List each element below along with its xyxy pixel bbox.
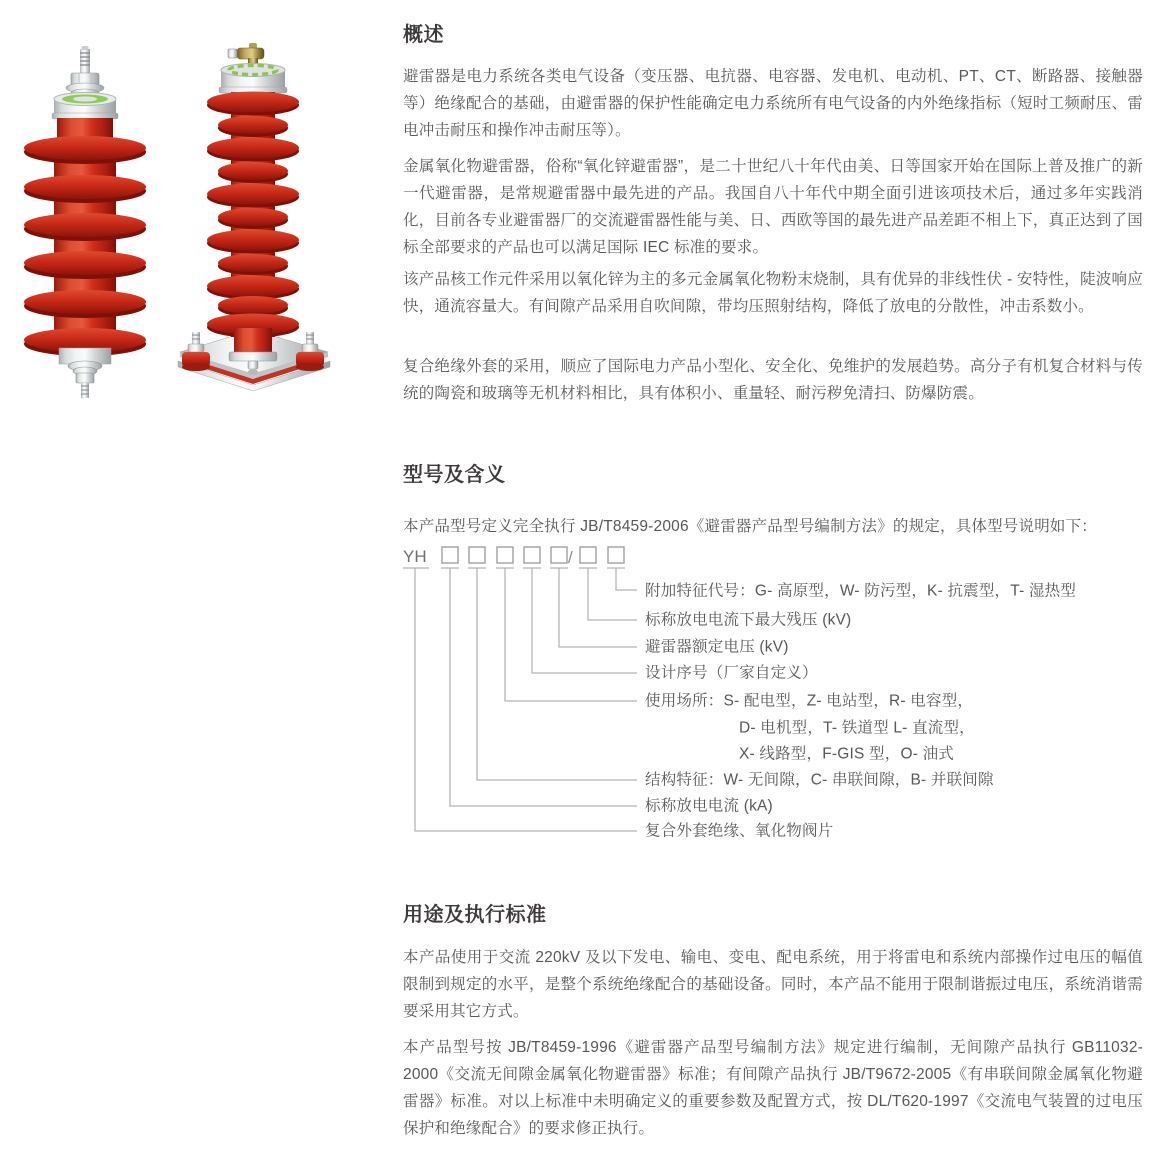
usage-paragraph: 本产品使用于交流 220kV 及以下发电、输电、变电、配电系统，用于将雷电和系统内部操作过电压的幅值限制到规定的水平，是整个系统绝缘配合的基础设备。同时，本产品不能用于限制谐振过电压，系统消谐需要采用其它方式。	[403, 949, 1143, 1020]
overview-paragraph: 该产品核工作元件采用以氧化锌为主的多元金属氧化物粉末烧制，具有优异的非线性伏 - 安特性，陡波响应快，通流容量大。有间隙产品采用自吹间隙，带均压照射结构，降低了放电的分散性，冲击系数小。	[403, 271, 1143, 315]
model-legend-label: D- 电机型，T- 铁道型 L- 直流型，	[739, 719, 975, 737]
model-code-box	[497, 547, 513, 563]
model-code-diagram	[400, 543, 1145, 845]
model-code-box	[442, 547, 458, 563]
right-arrester-image	[178, 43, 330, 391]
overview-paragraph: 金属氧化物避雷器，俗称“氧化锌避雷器”，是二十世纪八十年代由美、日等国家开始在国际上普及推广的新一代避雷器，是常规避雷器中最先进的产品。我国自八十年代中期全面引进该项技术后，通过多年实践消化，目前各专业避雷器厂的交流避雷器性能与美、日、西欧等国的最先进产品差距不相上下，真正达到了国标全部要求的产品也可以满足国际 IEC 标准的要求。	[403, 158, 1143, 256]
model-legend-label: 附加特征代号：G- 高原型，W- 防污型，K- 抗震型，T- 湿热型	[645, 582, 1077, 600]
model-code-separator: /	[568, 548, 573, 567]
model-code-prefix: YH	[403, 547, 427, 566]
model-legend-label: 结构特征：W- 无间隙，C- 串联间隙，B- 并联间隙	[645, 771, 994, 789]
usage-title: 用途及执行标准	[403, 904, 547, 926]
model-legend-label: X- 线路型，F-GIS 型，O- 油式	[739, 745, 954, 763]
model-legend-label: 标称放电电流 (kA)	[645, 797, 773, 815]
model-code-boxes	[442, 547, 624, 563]
model-legend-label: 使用场所：S- 配电型，Z- 电站型，R- 电容型，	[645, 692, 974, 710]
overview-paragraph: 避雷器是电力系统各类电气设备（变压器、电抗器、电容器、发电机、电动机、PT、CT、断路器、接触器等）绝缘配合的基础，由避雷器的保护性能确定电力系统所有电气设备的内外绝缘指标（短时工频耐压、雷电冲击耐压和操作冲击耐压等）。	[403, 68, 1143, 139]
overview-paragraph: 复合绝缘外套的采用，顺应了国际电力产品小型化、安全化、免维护的发展趋势。高分子有机复合材料与传统的陶瓷和玻璃等无机材料相比，具有体积小、重量轻、耐污秽免清扫、防爆防震。	[403, 358, 1143, 402]
model-legend-label: 避雷器额定电压 (kV)	[645, 638, 789, 656]
model-legend	[645, 581, 1076, 840]
model-legend-label: 标称放电电流下最大残压 (kV)	[645, 611, 852, 629]
model-code-box	[469, 547, 485, 563]
model-leader-lines	[403, 568, 637, 831]
model-title: 型号及含义	[403, 464, 506, 486]
model-legend-label: 复合外套绝缘、氧化物阀片	[645, 822, 834, 840]
model-intro: 本产品型号定义完全执行 JB/T8459-2006《避雷器产品型号编制方法》的规定，具体型号说明如下：	[403, 518, 1097, 535]
model-code-box	[524, 547, 540, 563]
model-code-box	[551, 547, 567, 563]
left-arrester-image	[24, 46, 146, 398]
usage-paragraph: 本产品型号按 JB/T8459-1996《避雷器产品型号编制方法》规定进行编制，无间隙产品执行 GB11032-2000《交流无间隙金属氧化物避雷器》标准；有间隙产品执行 JB/T9672-2005《有串联间隙金属氧化物避雷器》标准。对以上标准中未明确定义的重要参数及配置方式，按 DL/T620-1997《交流电气装置的过电压保护和绝缘配合》的要求修正执行。	[403, 1039, 1143, 1137]
overview-title: 概述	[403, 24, 444, 46]
model-code-box	[580, 547, 596, 563]
model-legend-label: 设计序号（厂家自定义）	[645, 664, 818, 682]
model-code-box	[608, 547, 624, 563]
product-images	[15, 40, 365, 405]
